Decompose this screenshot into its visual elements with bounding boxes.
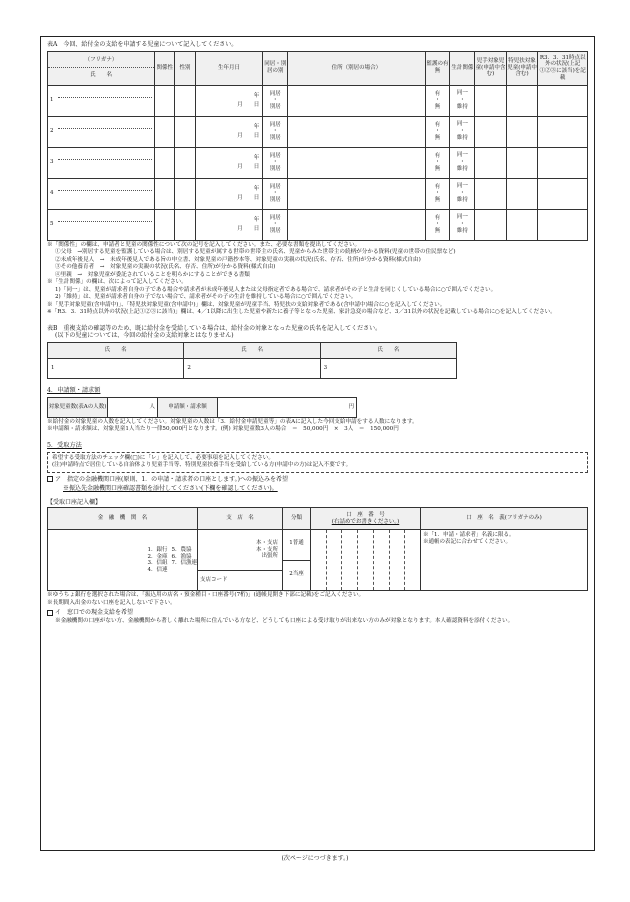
custody-field[interactable]: 有 ・ 無 — [425, 178, 450, 209]
sex-field[interactable] — [175, 85, 195, 116]
page-footer: (次ページにつづきます。) — [281, 855, 349, 862]
sex-field[interactable] — [175, 147, 195, 178]
table-b-name-1[interactable] — [58, 358, 184, 378]
birthdate-field[interactable]: 年 月 日 — [195, 147, 263, 178]
account-number-field[interactable] — [311, 530, 421, 591]
special-allowance-field[interactable] — [506, 147, 538, 178]
option-b-checkbox[interactable] — [47, 610, 53, 616]
relation-field[interactable] — [155, 209, 175, 240]
child-allowance-field[interactable] — [475, 147, 507, 178]
special-allowance-field[interactable] — [506, 85, 538, 116]
other-status-field[interactable] — [538, 209, 588, 240]
relation-field[interactable] — [155, 147, 175, 178]
other-status-field[interactable] — [538, 147, 588, 178]
acct-type-current[interactable]: 2当座 — [283, 560, 310, 590]
sex-field[interactable] — [175, 209, 195, 240]
option-b: イ 窓口での現金支給を希望 — [47, 609, 588, 617]
table-a-row — [48, 147, 588, 178]
header-name: （フリガナ） 氏 名 — [48, 51, 155, 85]
table-b-subtitle: (以下の児童については、今回の給付金の支給対象とはなりません) — [55, 332, 234, 340]
table-a-row — [48, 85, 588, 116]
acct-type-ordinary[interactable]: 1普通 — [289, 540, 304, 547]
account-table: 金 融 機 関 名 支 店 名 分類 口 座 番 号 (右詰めでお書きください。) 口 座 名 義(フリガナのみ) 1．銀行 2．金庫 3．信組 4．信連 5．農協 6．漁協 7．信漁連 本・支店 本・支所 出張所 支店コード 1普通 2当座 ※「1．申請・請求者」名義に限る。 ※通帳の表記に合わせてください。 — [47, 507, 588, 591]
option-a: ア 指定の金融機関口座(原則、1．の申請・請求者の口座とします。)への振込みを希望 — [47, 476, 588, 484]
cohab-field[interactable]: 同居 ・ 別居 — [263, 116, 288, 147]
address-field[interactable] — [288, 178, 426, 209]
account-title: 【受取口座記入欄】 — [47, 498, 102, 506]
cohab-field[interactable]: 同居 ・ 別居 — [263, 147, 288, 178]
table-a-row — [48, 116, 588, 147]
table-a: （フリガナ） 氏 名 関係性 性別 生年月日 同居・別居の別 住所（別居の場合） 監護の有無 生計関係 児手対象児童(申請中含む) 特児扶対象児童(申請中含む) R3．3．31時点以外の状況(上記①②③に該当)を記載 1 年 月 日 同居 ・ 別居 有 ・ 無 同一 ・ 維持 2 年 月 日 同居 ・ 別居 有 ・ 無 同一 ・ 維持 3 年 月 日 同居 ・ 別居 有 ・ 無 同一 ・ 維持 4 年 月 日 同居 ・ 別居 有 ・ 無 同一 ・ 維持 5 年 月 日 同居 ・ 別居 有 ・ 無 同一 ・ 維持 — [47, 51, 588, 241]
child-allowance-field[interactable] — [475, 85, 507, 116]
sex-field[interactable] — [175, 116, 195, 147]
table-b-name-2[interactable] — [194, 358, 320, 378]
table-b-title: 表B 重複支給の確認等のため、既に給付金を受給している場合は、給付金の対象となった児童の氏名を記入してください。 — [47, 324, 382, 332]
child-name-field[interactable]: 1 — [48, 85, 155, 116]
address-field[interactable] — [288, 116, 426, 147]
relation-field[interactable] — [155, 178, 175, 209]
other-status-field[interactable] — [538, 116, 588, 147]
table-b-name-3[interactable] — [330, 358, 456, 378]
child-name-field[interactable]: 5 — [48, 209, 155, 240]
livelihood-field[interactable]: 同一 ・ 維持 — [450, 178, 475, 209]
account-holder-field[interactable]: ※「1．申請・請求者」名義に限る。 ※通帳の表記に合わせてください。 — [421, 530, 588, 591]
birthdate-field[interactable]: 年 月 日 — [195, 178, 263, 209]
table-b: 氏 名 氏 名 氏 名 1 2 3 — [47, 342, 457, 379]
special-allowance-field[interactable] — [506, 209, 538, 240]
table-a-title: 表A 今回、給付金の支給を申請する児童について記入してください。 — [47, 41, 238, 48]
table-a-row — [48, 209, 588, 240]
cohab-field[interactable]: 同居 ・ 別居 — [263, 209, 288, 240]
amount-table: 対象児童数(表Aの人数) 人 申請額・請求額 円 — [47, 397, 357, 418]
cohab-field[interactable]: 同居 ・ 別居 — [263, 85, 288, 116]
custody-field[interactable]: 有 ・ 無 — [425, 209, 450, 240]
child-name-field[interactable]: 2 — [48, 116, 155, 147]
address-field[interactable] — [288, 85, 426, 116]
livelihood-field[interactable]: 同一 ・ 維持 — [450, 209, 475, 240]
child-name-field[interactable]: 4 — [48, 178, 155, 209]
branch-name-field[interactable]: 本・支店 本・支所 出張所 支店コード — [198, 530, 283, 591]
bank-name-field[interactable]: 1．銀行 2．金庫 3．信組 4．信連 5．農協 6．漁協 7．信漁連 — [48, 530, 198, 591]
special-allowance-field[interactable] — [506, 116, 538, 147]
custody-field[interactable]: 有 ・ 無 — [425, 147, 450, 178]
birthdate-field[interactable]: 年 月 日 — [195, 116, 263, 147]
option-a-checkbox[interactable] — [47, 476, 53, 482]
birthdate-field[interactable]: 年 月 日 — [195, 85, 263, 116]
table-a-notes: ※「関係性」の欄は、申請者と児童の関係性について次の記号を記入してください。また、必要な書類を提出してください。 ①父母 →別居する児童を監護している場合は、別居する児童が属する世帯の世帯主の氏名、児童からみた世帯主の続柄が分かる資料(児童の世帯の住民票など) ②未成年後見人 → 未成年後見人である旨の申立書、対象児童の戸籍抄本等、対象児童の実親の状況(氏名、存否、住所)が分かる資料(様式自由) ③その他養育者 → 対象児童の実親の状況(氏名、存否、住所)が分かる資料(様式自由) ④里親 → 対象児童が委託されていることを明らかにすることができる書類 ※「生計関係」の欄は、次によって記入してください。 1)「同一」は、児童が請求者自身の子である場合や請求者が未成年後見人または父母指定者である場合で、請求者がその子と生計を同じくしている場合に○で囲んでください。 2)「維持」は、児童が請求者自身の子でない場合で、請求者がその子の生計を維持している場合に○で囲んでください。 ※「児手対象児童(含申請中)」、「特児扶対象児童(含申請中)」欄は、対象児童が児童手当、特児扶の支給対象者である(含申請中)場合に○を記入してください。 ※「R3．3．31時点以外の状況(上記①②③に該当)」欄は、4／1以降に出生した児童や新たに養子等となった児童、家計急変の場合など、3／31以外の状況を記載している場合に○を記入してください。 — [47, 241, 556, 316]
birthdate-field[interactable]: 年 月 日 — [195, 209, 263, 240]
child-allowance-field[interactable] — [475, 116, 507, 147]
address-field[interactable] — [288, 147, 426, 178]
special-allowance-field[interactable] — [506, 178, 538, 209]
other-status-field[interactable] — [538, 85, 588, 116]
instruction-box: 希望する受取方法のチェック欄(□)に「レ」を記入して、必要事項を記入してください。 (注)申請時点で居住している自治体より児童手当等、特別児童扶養手当を受給している方(申請中の方)は記入不要です。 — [47, 452, 588, 473]
form-page: 表A 今回、給付金の支給を申請する児童について記入してください。 （フリガナ） 氏 名 関係性 性別 生年月日 同居・別居の別 住所（別居の場合） 監護の有無 生計関係 児手対象児童(申請中含む) 特児扶対象児童(申請中含む) R3．3．31時点以外の状況(上記①②③に該当)を記載 1 年 月 日 同居 ・ 別居 有 ・ 無 同一 ・ 維持 2 年 月 日 同居 ・ 別居 有 ・ 無 同一 ・ 維持 3 年 月 日 同居 ・ 別居 有 ・ 無 同一 ・ 維持 4 年 月 日 同居 ・ 別居 有 ・ 無 同一 ・ 維持 5 年 月 日 同居 ・ 別居 有 ・ 無 同一 ・ 維持 ※「関係性」の欄は、申請者と児童の関係性について次の記号を記入してください。また、必要な書類を提出してください。 ①父母 →別居する児童を監護している場合は、別居する児童が属する世帯の世帯主の氏名、児童からみた世帯主の続柄が分かる資料(児童の世帯の住民票など) ②未成年後見人 → 未成年後見人である旨の申立書、対象児童の戸籍抄本等、対象児童の実親の状況(氏名、存否、住所)が分かる資料(様式自由) ③その他養育者 → 対象児童の実親の状況(氏名、存否、住所)が分かる資料(様式自由) ④里親 → 対象児童が委託されていることを明らかにすることができる書類 ※「生計関係」の欄は、次によって記入してください。 1)「同一」は、児童が請求者自身の子である場合や請求者が未成年後見人または父母指定者である場合で、請求者がその子と生計を同じくしている場合に○で囲んでください。 2)「維持」は、児童が請求者自身の子でない場合で、請求者がその子の生計を維持している場合に○で囲んでください。 ※「児手対象児童(含申請中)」、「特児扶対象児童(含申請中)」欄は、対象児童が児童手当、特児扶の支給対象者である(含申請中)場合に○を記入してください。 ※「R3．3．31時点以外の状況(上記①②③に該当)」欄は、4／1以降に出生した児童や新たに養子等となった児童、家計急変の場合など、3／31以外の状況を記載している場合に○を記入してください。 表B 重複支給の確認等のため、既に給付金を受給している場合は、給付金の対象となった児童の氏名を記入してください。 (以下の児童については、今回の給付金の支給対象とはなりません) 氏 名 氏 名 氏 名 1 2 3 4．申請額・請求額 対象児童数(表Aの人数) 人 申請額・請求額 円 ※給付金の対象児童の人数を記入してください。対象児童の人数は「3．給付金申請児童等」の表Aに記入した今回支給申請をする人数になります。 ※申請額・請求額は、対象児童1人当たり一律50,000円となります。(例) 対象児童数3人の場合 ＝ 50,000円 × 3人 ＝ 150,000円 5．受取方法 希望する受取方法のチェック欄(□)に「レ」を記入して、必要事項を記入してください。 (注)申請時点で居住している自治体より児童手当等、特別児童扶養手当を受給している方(申請中の方)は記入不要です。 ア 指定の金融機関口座(原則、1．の申請・請求者の口座とします。)への振込みを希望 ※振込先金融機関口座確認書類を添付してください(下欄を確認してください)。 【受取口座記入欄】 金 融 機 関 名 支 店 名 分類 口 座 番 号 (右詰めでお書きください。) 口 座 名 義(フリガナのみ) 1．銀行 2．金庫 3．信組 4．信連 5．農協 6．漁協 7．信漁連 本・支店 本・支所 出張所 支店コード 1普通 2当座 ※「1．申請・請求者」名義に限る。 ※通帳の表記に合わせてください。 ※ゆうちょ銀行を選択された場合は、「振込用の店名・預金種目・口座番号(7桁)」(通帳見開き下部に記載)をご記入ください。 ※長期間入出金のない口座を記入しないで下さい。 イ 窓口での現金支給を希望 ※金融機関の口座がない方、金融機関から著しく離れた場所に住んでいる方など、どうしても口座による受け取りが出来ない方のみが対象となります。本人確認資料を添付ください。 — [40, 36, 595, 851]
relation-field[interactable] — [155, 85, 175, 116]
livelihood-field[interactable]: 同一 ・ 維持 — [450, 147, 475, 178]
child-allowance-field[interactable] — [475, 209, 507, 240]
amount-field[interactable]: 円 — [218, 397, 357, 417]
address-field[interactable] — [288, 209, 426, 240]
child-allowance-field[interactable] — [475, 178, 507, 209]
table-a-row — [48, 178, 588, 209]
cohab-field[interactable]: 同居 ・ 別居 — [263, 178, 288, 209]
sex-field[interactable] — [175, 178, 195, 209]
child-count-field[interactable]: 人 — [108, 397, 158, 417]
custody-field[interactable]: 有 ・ 無 — [425, 116, 450, 147]
other-status-field[interactable] — [538, 178, 588, 209]
section5-title: 5．受取方法 — [47, 441, 82, 449]
child-name-field[interactable]: 3 — [48, 147, 155, 178]
section4-title: 4．申請額・請求額 — [47, 386, 101, 394]
livelihood-field[interactable]: 同一 ・ 維持 — [450, 116, 475, 147]
custody-field[interactable]: 有 ・ 無 — [425, 85, 450, 116]
relation-field[interactable] — [155, 116, 175, 147]
livelihood-field[interactable]: 同一 ・ 維持 — [450, 85, 475, 116]
